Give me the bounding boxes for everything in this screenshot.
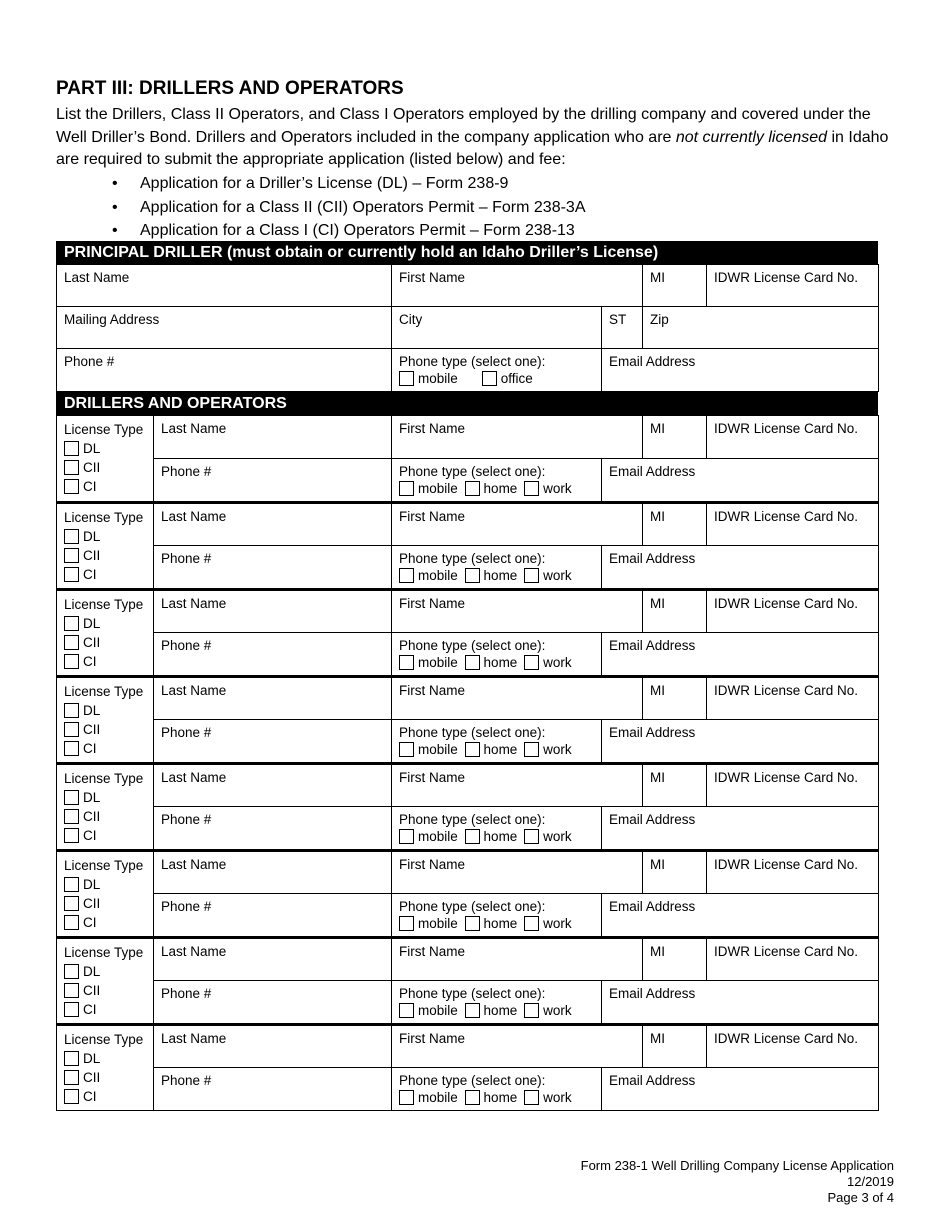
home-option[interactable]: home bbox=[465, 1089, 518, 1106]
work-checkbox[interactable] bbox=[524, 481, 539, 496]
mi-field[interactable]: MI bbox=[643, 265, 707, 307]
first-name-field[interactable]: First Name bbox=[392, 1025, 643, 1068]
table-row bbox=[57, 546, 879, 590]
home-checkbox[interactable] bbox=[465, 655, 480, 670]
dl-checkbox[interactable] bbox=[64, 1051, 79, 1066]
ci-checkbox[interactable] bbox=[64, 1089, 79, 1104]
last-name-field[interactable]: Last Name bbox=[154, 938, 392, 981]
operators-table bbox=[56, 415, 879, 1111]
page-heading: PART III: DRILLERS AND OPERATORS bbox=[56, 78, 404, 99]
mobile-checkbox[interactable] bbox=[399, 742, 414, 757]
mobile-option[interactable]: mobile bbox=[399, 480, 458, 497]
work-checkbox[interactable] bbox=[524, 1003, 539, 1018]
first-name-field[interactable]: First Name bbox=[392, 938, 643, 981]
license-type-label: License Type bbox=[64, 597, 144, 612]
license-card-field[interactable]: IDWR License Card No. bbox=[707, 1025, 879, 1068]
phone-type-field bbox=[392, 546, 602, 590]
footer-date: 12/2019 bbox=[847, 1174, 894, 1189]
mobile-option[interactable]: mobile bbox=[399, 1089, 458, 1106]
phone-field[interactable]: Phone # bbox=[154, 807, 392, 851]
mailing-address-field[interactable]: Mailing Address bbox=[57, 307, 392, 349]
cii-checkbox[interactable] bbox=[64, 1070, 79, 1085]
license-card-field[interactable]: IDWR License Card No. bbox=[707, 590, 879, 633]
license-card-field[interactable]: IDWR License Card No. bbox=[707, 503, 879, 546]
table-row bbox=[57, 677, 879, 720]
phone-type-label: Phone type (select one): bbox=[399, 725, 546, 740]
work-option[interactable]: work bbox=[524, 915, 572, 932]
phone-type-field bbox=[392, 894, 602, 938]
last-name-field[interactable]: Last Name bbox=[154, 1025, 392, 1068]
license-type-cell bbox=[57, 416, 154, 503]
ci-checkbox[interactable] bbox=[64, 915, 79, 930]
dl-option[interactable]: DL bbox=[64, 875, 146, 894]
first-name-field[interactable]: First Name bbox=[392, 590, 643, 633]
work-checkbox[interactable] bbox=[524, 1090, 539, 1105]
license-type-label: License Type bbox=[64, 771, 144, 786]
table-row bbox=[57, 938, 879, 981]
operators-header: DRILLERS AND OPERATORS bbox=[56, 392, 878, 415]
list-item: • Application for a Driller’s License (DL) – Form 238-9 bbox=[112, 172, 585, 196]
home-option[interactable]: home bbox=[465, 741, 518, 758]
zip-field[interactable]: Zip bbox=[643, 307, 879, 349]
license-type-cell bbox=[57, 1025, 154, 1111]
license-type-label: License Type bbox=[64, 422, 144, 437]
phone-type-label: Phone type (select one): bbox=[399, 464, 546, 479]
ci-checkbox[interactable] bbox=[64, 828, 79, 843]
cii-checkbox[interactable] bbox=[64, 722, 79, 737]
mobile-checkbox[interactable] bbox=[399, 916, 414, 931]
last-name-field[interactable]: Last Name bbox=[154, 416, 392, 459]
dl-option[interactable]: DL bbox=[64, 701, 146, 720]
mi-field[interactable]: MI bbox=[643, 851, 707, 894]
cii-checkbox[interactable] bbox=[64, 809, 79, 824]
phone-type-label: Phone type (select one): bbox=[399, 899, 546, 914]
phone-type-label: Phone type (select one): bbox=[399, 986, 546, 1001]
mobile-option[interactable]: mobile bbox=[399, 915, 458, 932]
phone-field[interactable]: Phone # bbox=[154, 633, 392, 677]
dl-option[interactable]: DL bbox=[64, 439, 146, 458]
ci-checkbox[interactable] bbox=[64, 741, 79, 756]
bullet-icon: • bbox=[112, 222, 118, 239]
license-card-field[interactable]: IDWR License Card No. bbox=[707, 677, 879, 720]
phone-type-label: Phone type (select one): bbox=[399, 354, 546, 369]
license-type-label: License Type bbox=[64, 684, 144, 699]
ci-checkbox[interactable] bbox=[64, 1002, 79, 1017]
drillers-form bbox=[56, 241, 878, 1111]
home-checkbox[interactable] bbox=[465, 568, 480, 583]
last-name-field[interactable]: Last Name bbox=[154, 503, 392, 546]
work-option[interactable]: work bbox=[524, 828, 572, 845]
cii-checkbox[interactable] bbox=[64, 635, 79, 650]
mobile-checkbox[interactable] bbox=[399, 655, 414, 670]
dl-option[interactable]: DL bbox=[64, 527, 146, 546]
mi-field[interactable]: MI bbox=[643, 764, 707, 807]
dl-checkbox[interactable] bbox=[64, 964, 79, 979]
last-name-field[interactable]: Last Name bbox=[154, 590, 392, 633]
cii-option[interactable]: CII bbox=[64, 894, 146, 913]
mobile-checkbox[interactable] bbox=[399, 568, 414, 583]
phone-field[interactable]: Phone # bbox=[57, 349, 392, 392]
dl-checkbox[interactable] bbox=[64, 703, 79, 718]
home-checkbox[interactable] bbox=[465, 1003, 480, 1018]
phone-field[interactable]: Phone # bbox=[154, 1068, 392, 1111]
home-checkbox[interactable] bbox=[465, 916, 480, 931]
mobile-checkbox[interactable] bbox=[399, 1003, 414, 1018]
bullet-icon: • bbox=[112, 198, 118, 216]
required-forms-list bbox=[112, 172, 585, 243]
work-option[interactable]: work bbox=[524, 654, 572, 671]
mi-field[interactable]: MI bbox=[643, 938, 707, 981]
dl-checkbox[interactable] bbox=[64, 790, 79, 805]
work-checkbox[interactable] bbox=[524, 742, 539, 757]
office-option[interactable]: office bbox=[482, 370, 533, 387]
license-card-field[interactable]: IDWR License Card No. bbox=[707, 265, 879, 307]
office-checkbox[interactable] bbox=[482, 371, 497, 386]
ci-option[interactable]: CI bbox=[64, 826, 146, 845]
home-option[interactable]: home bbox=[465, 915, 518, 932]
table-row bbox=[57, 416, 879, 459]
page-footer bbox=[581, 1158, 894, 1206]
work-checkbox[interactable] bbox=[524, 568, 539, 583]
table-row bbox=[57, 590, 879, 633]
dl-option[interactable]: DL bbox=[64, 614, 146, 633]
email-field[interactable]: Email Address bbox=[602, 894, 879, 938]
table-row bbox=[57, 764, 879, 807]
phone-type-label: Phone type (select one): bbox=[399, 551, 546, 566]
list-item: • Application for a Class II (CII) Operators Permit – Form 238-3A bbox=[112, 196, 585, 220]
cii-option[interactable]: CII bbox=[64, 981, 146, 1000]
ci-option[interactable]: CI bbox=[64, 913, 146, 932]
last-name-field[interactable]: Last Name bbox=[154, 764, 392, 807]
license-type-cell bbox=[57, 851, 154, 938]
phone-field[interactable]: Phone # bbox=[154, 981, 392, 1025]
principal-driller-table bbox=[56, 264, 879, 392]
dl-option[interactable]: DL bbox=[64, 962, 146, 981]
ci-checkbox[interactable] bbox=[64, 654, 79, 669]
phone-type-label: Phone type (select one): bbox=[399, 1073, 546, 1088]
cii-option[interactable]: CII bbox=[64, 633, 146, 652]
email-field[interactable]: Email Address bbox=[602, 981, 879, 1025]
work-option[interactable]: work bbox=[524, 741, 572, 758]
mobile-checkbox[interactable] bbox=[399, 481, 414, 496]
license-card-field[interactable]: IDWR License Card No. bbox=[707, 416, 879, 459]
bullet-icon: • bbox=[112, 175, 118, 192]
home-option[interactable]: home bbox=[465, 567, 518, 584]
license-type-label: License Type bbox=[64, 510, 144, 525]
home-option[interactable]: home bbox=[465, 654, 518, 671]
table-row bbox=[57, 720, 879, 764]
mobile-option[interactable]: mobile bbox=[399, 654, 458, 671]
home-option[interactable]: home bbox=[465, 828, 518, 845]
principal-driller-header: PRINCIPAL DRILLER (must obtain or currently hold an Idaho Driller’s License) bbox=[56, 241, 878, 264]
ci-option[interactable]: CI bbox=[64, 1000, 146, 1019]
dl-checkbox[interactable] bbox=[64, 616, 79, 631]
ci-option[interactable]: CI bbox=[64, 477, 146, 496]
first-name-field[interactable]: First Name bbox=[392, 265, 643, 307]
table-row bbox=[57, 633, 879, 677]
work-option[interactable]: work bbox=[524, 1089, 572, 1106]
cii-checkbox[interactable] bbox=[64, 896, 79, 911]
home-checkbox[interactable] bbox=[465, 742, 480, 757]
state-field[interactable]: ST bbox=[602, 307, 643, 349]
phone-type-field bbox=[392, 720, 602, 764]
last-name-field[interactable]: Last Name bbox=[154, 851, 392, 894]
last-name-field[interactable]: Last Name bbox=[154, 677, 392, 720]
cii-checkbox[interactable] bbox=[64, 460, 79, 475]
phone-field[interactable]: Phone # bbox=[154, 459, 392, 503]
footer-page-number: Page 3 of 4 bbox=[827, 1190, 894, 1205]
first-name-field[interactable]: First Name bbox=[392, 764, 643, 807]
mobile-checkbox[interactable] bbox=[399, 371, 414, 386]
work-option[interactable]: work bbox=[524, 1002, 572, 1019]
phone-type-label: Phone type (select one): bbox=[399, 638, 546, 653]
mobile-option[interactable]: mobile bbox=[399, 567, 458, 584]
table-row bbox=[57, 503, 879, 546]
first-name-field[interactable]: First Name bbox=[392, 416, 643, 459]
table-row bbox=[57, 459, 879, 503]
home-checkbox[interactable] bbox=[465, 1090, 480, 1105]
ci-option[interactable]: CI bbox=[64, 652, 146, 671]
table-row bbox=[57, 1068, 879, 1111]
work-option[interactable]: work bbox=[524, 480, 572, 497]
table-row bbox=[57, 807, 879, 851]
intro-text-2: in Idaho are required to submit the appropriate application (listed below) and fee: bbox=[56, 128, 889, 168]
cii-option[interactable]: CII bbox=[64, 458, 146, 477]
mi-field[interactable]: MI bbox=[643, 677, 707, 720]
license-type-cell bbox=[57, 677, 154, 764]
ci-checkbox[interactable] bbox=[64, 479, 79, 494]
license-card-field[interactable]: IDWR License Card No. bbox=[707, 851, 879, 894]
dl-checkbox[interactable] bbox=[64, 529, 79, 544]
dl-checkbox[interactable] bbox=[64, 877, 79, 892]
phone-type-label: Phone type (select one): bbox=[399, 812, 546, 827]
mobile-option[interactable]: mobile bbox=[399, 1002, 458, 1019]
home-option[interactable]: home bbox=[465, 480, 518, 497]
work-checkbox[interactable] bbox=[524, 829, 539, 844]
license-type-cell bbox=[57, 938, 154, 1025]
cii-checkbox[interactable] bbox=[64, 983, 79, 998]
dl-option[interactable]: DL bbox=[64, 788, 146, 807]
city-field[interactable]: City bbox=[392, 307, 602, 349]
license-type-label: License Type bbox=[64, 1032, 144, 1047]
license-type-label: License Type bbox=[64, 858, 144, 873]
mobile-option[interactable]: mobile bbox=[399, 741, 458, 758]
dl-checkbox[interactable] bbox=[64, 441, 79, 456]
license-type-cell bbox=[57, 590, 154, 677]
home-checkbox[interactable] bbox=[465, 829, 480, 844]
dl-option[interactable]: DL bbox=[64, 1049, 146, 1068]
license-card-field[interactable]: IDWR License Card No. bbox=[707, 938, 879, 981]
work-checkbox[interactable] bbox=[524, 655, 539, 670]
ci-option[interactable]: CI bbox=[64, 565, 146, 584]
list-item: • Application for a Class I (CI) Operators Permit – Form 238-13 bbox=[112, 219, 585, 243]
email-field[interactable]: Email Address bbox=[602, 633, 879, 677]
email-field[interactable]: Email Address bbox=[602, 807, 879, 851]
ci-checkbox[interactable] bbox=[64, 567, 79, 582]
mobile-checkbox[interactable] bbox=[399, 829, 414, 844]
license-type-cell bbox=[57, 503, 154, 590]
email-field[interactable]: Email Address bbox=[602, 349, 879, 392]
first-name-field[interactable]: First Name bbox=[392, 677, 643, 720]
mobile-option[interactable]: mobile bbox=[399, 370, 458, 387]
last-name-field[interactable]: Last Name bbox=[57, 265, 392, 307]
email-field[interactable]: Email Address bbox=[602, 1068, 879, 1111]
cii-option[interactable]: CII bbox=[64, 1068, 146, 1087]
home-option[interactable]: home bbox=[465, 1002, 518, 1019]
license-card-field[interactable]: IDWR License Card No. bbox=[707, 764, 879, 807]
intro-paragraph bbox=[56, 104, 896, 172]
home-checkbox[interactable] bbox=[465, 481, 480, 496]
cii-option[interactable]: CII bbox=[64, 546, 146, 565]
email-field[interactable]: Email Address bbox=[602, 459, 879, 503]
phone-type-field bbox=[392, 633, 602, 677]
cii-option[interactable]: CII bbox=[64, 807, 146, 826]
phone-type-field bbox=[392, 349, 602, 392]
mi-field[interactable]: MI bbox=[643, 590, 707, 633]
mobile-checkbox[interactable] bbox=[399, 1090, 414, 1105]
license-type-cell bbox=[57, 764, 154, 851]
footer-form-title: Form 238-1 Well Drilling Company License Application bbox=[580, 1158, 894, 1173]
table-row bbox=[57, 981, 879, 1025]
table-row bbox=[57, 894, 879, 938]
license-type-label: License Type bbox=[64, 945, 144, 960]
ci-option[interactable]: CI bbox=[64, 1087, 146, 1106]
first-name-field[interactable]: First Name bbox=[392, 503, 643, 546]
cii-checkbox[interactable] bbox=[64, 548, 79, 563]
phone-field[interactable]: Phone # bbox=[154, 894, 392, 938]
mobile-option[interactable]: mobile bbox=[399, 828, 458, 845]
work-checkbox[interactable] bbox=[524, 916, 539, 931]
phone-field[interactable]: Phone # bbox=[154, 546, 392, 590]
first-name-field[interactable]: First Name bbox=[392, 851, 643, 894]
cii-option[interactable]: CII bbox=[64, 720, 146, 739]
intro-italic: not currently licensed bbox=[675, 128, 828, 146]
phone-field[interactable]: Phone # bbox=[154, 720, 392, 764]
email-field[interactable]: Email Address bbox=[602, 546, 879, 590]
ci-option[interactable]: CI bbox=[64, 739, 146, 758]
mi-field[interactable]: MI bbox=[643, 503, 707, 546]
mi-field[interactable]: MI bbox=[643, 1025, 707, 1068]
phone-type-field bbox=[392, 807, 602, 851]
intro-text-1: List the Drillers, Class II Operators, and Class I Operators employed by the drilling company and covered under the Well Driller’s Bond. Drillers and Operators included in the company application who are bbox=[56, 106, 871, 146]
phone-type-field bbox=[392, 981, 602, 1025]
work-option[interactable]: work bbox=[524, 567, 572, 584]
phone-type-field bbox=[392, 1068, 602, 1111]
table-row bbox=[57, 1025, 879, 1068]
mi-field[interactable]: MI bbox=[643, 416, 707, 459]
email-field[interactable]: Email Address bbox=[602, 720, 879, 764]
phone-type-field bbox=[392, 459, 602, 503]
table-row bbox=[57, 851, 879, 894]
